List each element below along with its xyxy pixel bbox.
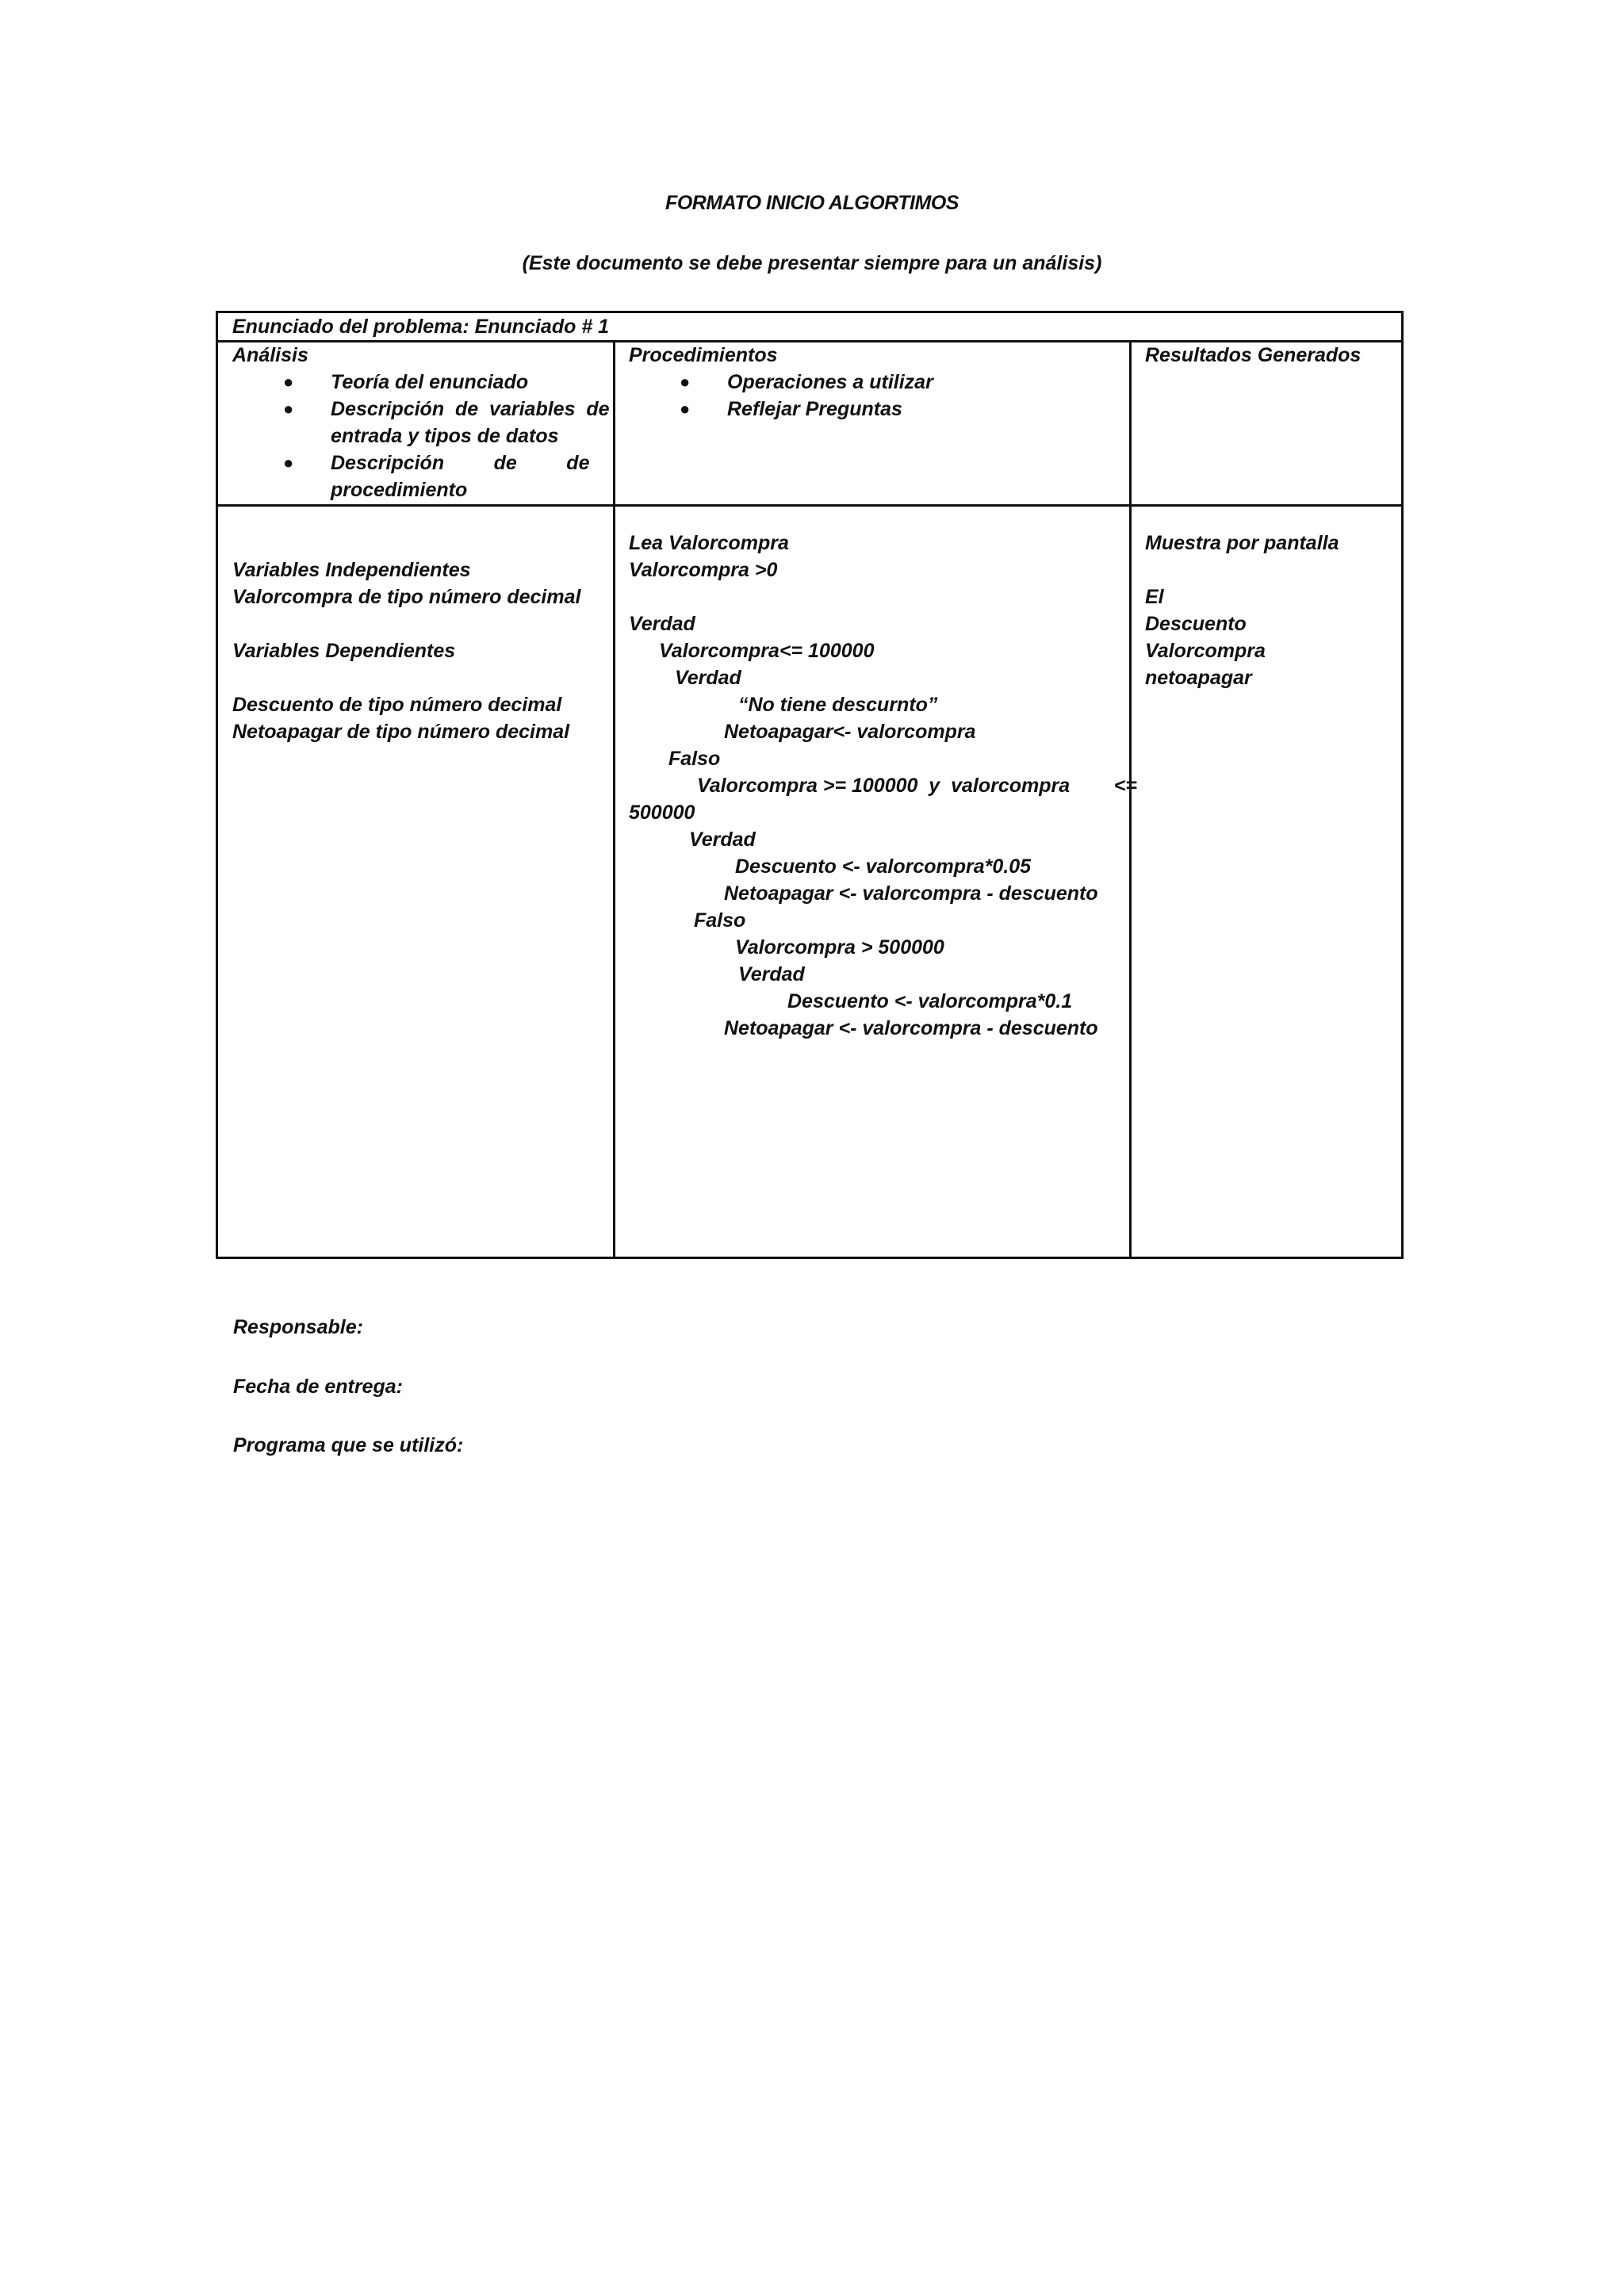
results-line-4: Descuento — [1145, 613, 1247, 635]
document-title: FORMATO INICIO ALGORTIMOS — [665, 192, 959, 214]
procedure-line-11: 500000 — [629, 802, 695, 824]
procedure-line-19: Netoapagar <- valorcompra - descuento — [724, 1017, 1098, 1039]
procedure-body — [629, 530, 1137, 1069]
analysis-line-6: Descuento de tipo número decimal — [232, 694, 562, 716]
procedure-line-9: Falso — [668, 748, 721, 770]
fecha-entrega-label: Fecha de entrega: — [233, 1376, 403, 1398]
analysis-bullet-2-line-2: entrada y tipos de datos — [331, 425, 559, 447]
analysis-line-1: Variables Independientes — [232, 559, 471, 581]
analysis-body — [232, 557, 580, 745]
procedure-line-5: Valorcompra<= 100000 — [659, 640, 875, 662]
procedure-line-2: Valorcompra >0 — [629, 559, 778, 581]
analysis-line-4: Variables Dependientes — [232, 640, 456, 662]
problem-statement: Enunciado del problema: Enunciado # 1 — [232, 316, 610, 338]
programa-label: Programa que se utilizó: — [233, 1434, 464, 1456]
procedure-line-1: Lea Valorcompra — [629, 532, 789, 554]
bullet-icon: ● — [283, 372, 294, 392]
procedure-line-14: Netoapagar <- valorcompra - descuento — [724, 882, 1098, 905]
analysis-table — [216, 311, 1404, 1259]
procedure-line-12: Verdad — [689, 828, 756, 851]
bullet-icon: ● — [680, 372, 691, 392]
results-heading: Resultados Generados — [1145, 344, 1362, 366]
results-line-1: Muestra por pantalla — [1145, 532, 1339, 554]
procedure-line-8: Netoapagar<- valorcompra — [724, 721, 976, 743]
analysis-line-7: Netoapagar de tipo número decimal — [232, 721, 570, 743]
analysis-bullet-3-line-2: procedimiento — [331, 479, 468, 501]
procedures-header-cell — [629, 342, 1120, 423]
responsable-label: Responsable: — [233, 1316, 363, 1338]
document-subtitle: (Este documento se debe presentar siempre para un análisis) — [522, 252, 1102, 274]
analysis-line-2: Valorcompra de tipo número decimal — [232, 586, 581, 608]
analysis-bullet-3-line-1: Descripción de de — [331, 452, 590, 474]
analysis-bullet-2-line-1: Descripción de variables de — [331, 398, 610, 420]
analysis-bullet-1 — [232, 369, 599, 396]
table-rule-col1 — [613, 340, 615, 1257]
procedures-bullet-1-text: Operaciones a utilizar — [727, 371, 933, 393]
analysis-bullet-1-line-1: Teoría del enunciado — [331, 371, 529, 393]
procedure-line-18: Descuento <- valorcompra*0.1 — [787, 990, 1073, 1012]
analysis-line-5 — [232, 664, 580, 691]
results-line-3: El — [1145, 586, 1164, 608]
bullet-icon: ● — [680, 399, 691, 419]
procedures-heading: Procedimientos — [629, 344, 778, 366]
results-line-2 — [1145, 557, 1339, 584]
bullet-icon: ● — [283, 399, 294, 419]
procedures-bullet-list — [629, 369, 1120, 423]
procedure-line-4: Verdad — [629, 613, 695, 635]
bullet-icon: ● — [283, 453, 294, 473]
procedure-line-15: Falso — [694, 909, 746, 932]
procedure-line-10: Valorcompra >= 100000 y valorcompra <= — [697, 775, 1137, 797]
procedures-bullet-1 — [629, 369, 1120, 396]
analysis-bullet-3 — [232, 450, 599, 503]
procedures-bullet-2-text: Reflejar Preguntas — [727, 398, 902, 420]
results-line-5: Valorcompra — [1145, 640, 1266, 662]
analysis-header-cell — [232, 342, 610, 503]
table-rule-row2 — [218, 504, 1401, 507]
procedure-line-17: Verdad — [738, 963, 805, 985]
procedure-line-13: Descuento <- valorcompra*0.05 — [735, 855, 1032, 878]
analysis-heading: Análisis — [232, 344, 308, 366]
procedure-line-7: “No tiene descurnto” — [738, 694, 938, 716]
analysis-line-3 — [232, 610, 580, 637]
procedure-line-16: Valorcompra > 500000 — [735, 936, 944, 959]
analysis-bullet-list — [232, 369, 610, 503]
results-body — [1145, 530, 1339, 691]
results-line-6: netoapagar — [1145, 667, 1252, 689]
procedure-line-6: Verdad — [675, 667, 741, 689]
procedures-bullet-2 — [629, 396, 1120, 423]
analysis-bullet-2 — [232, 396, 610, 450]
